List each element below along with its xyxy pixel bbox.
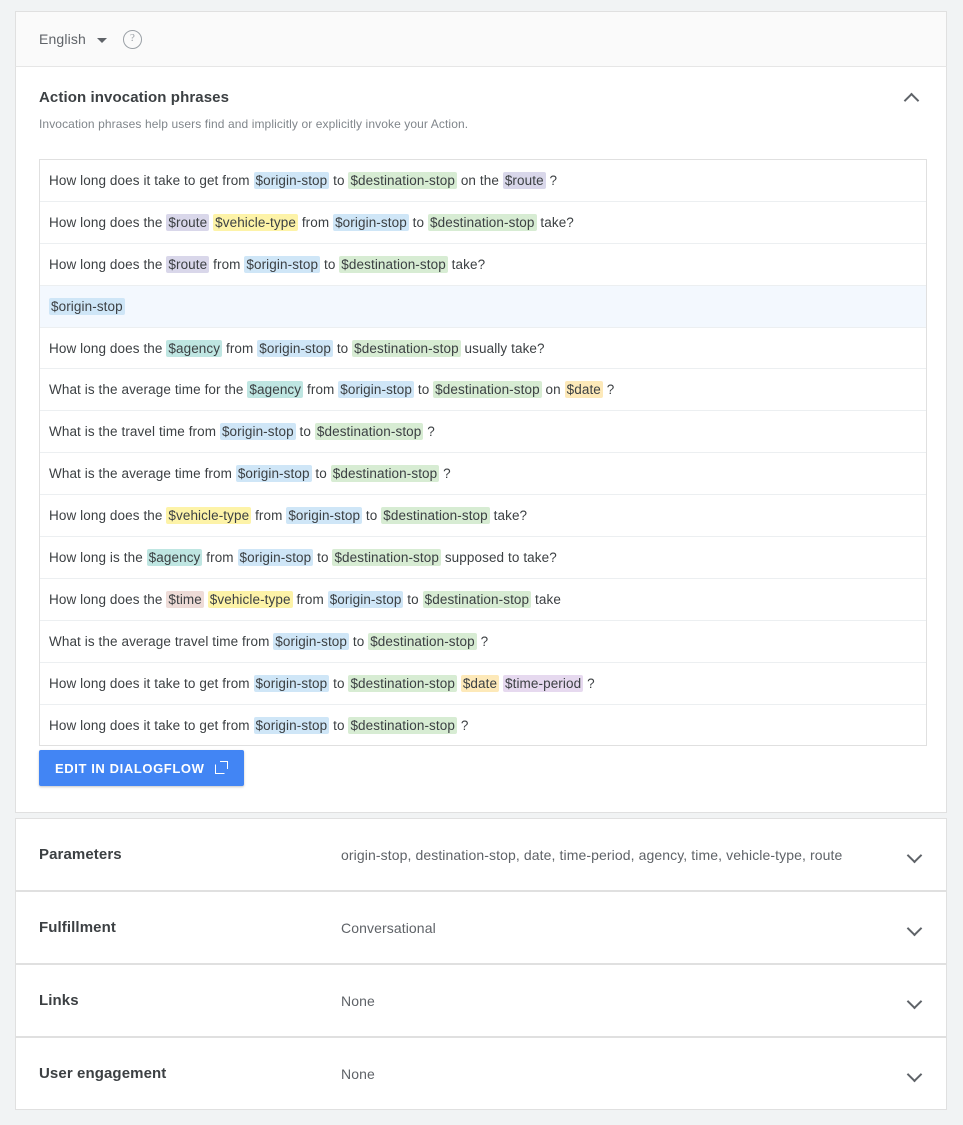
entity-chip: $vehicle-type xyxy=(209,591,291,607)
section-parameters-value: origin-stop, destination-stop, date, time-period, agency, time, vehicle-type, route xyxy=(341,846,843,863)
entity-chip: $vehicle-type xyxy=(215,214,296,230)
language-selector-label[interactable]: English xyxy=(39,31,86,47)
phrase-text: How long does the xyxy=(49,214,167,230)
action-invocation-card xyxy=(15,67,947,813)
phrase-text: How long is the xyxy=(49,549,147,565)
entity-chip: $origin-stop xyxy=(255,717,328,733)
language-bar xyxy=(15,11,947,67)
invocation-header xyxy=(16,67,946,106)
entity-chip: $origin-stop xyxy=(335,214,407,230)
section-user-engagement-title: User engagement xyxy=(39,1065,167,1082)
invocation-subtitle: Invocation phrases help users find and implicitly or explicitly invoke your Action. xyxy=(39,117,469,131)
invocation-phrase-row[interactable] xyxy=(40,705,926,746)
phrase-text: to xyxy=(329,172,349,188)
entity-chip: $agency xyxy=(249,382,302,398)
entity-chip: $destination-stop xyxy=(341,256,446,272)
phrase-text: ? xyxy=(545,172,558,188)
phrase-text: to xyxy=(311,466,331,482)
phrase-text: take? xyxy=(447,256,486,272)
chevron-down-icon[interactable] xyxy=(907,847,923,863)
help-icon[interactable]: ? xyxy=(123,30,142,49)
phrase-text: ? xyxy=(476,633,489,649)
entity-chip: $origin-stop xyxy=(239,549,312,565)
entity-chip: $destination-stop xyxy=(350,717,455,733)
invocation-phrase-row[interactable] xyxy=(40,244,926,286)
invocation-phrase-table xyxy=(39,159,927,746)
entity-chip: $origin-stop xyxy=(255,675,328,691)
entity-chip: $route xyxy=(168,256,208,272)
entity-chip: $destination-stop xyxy=(332,466,438,482)
entity-chip: $agency xyxy=(168,340,221,356)
invocation-phrase-row[interactable] xyxy=(40,495,926,537)
phrase-text: ? xyxy=(602,382,615,398)
chevron-down-icon[interactable] xyxy=(907,920,923,936)
section-links-value: None xyxy=(341,992,375,1009)
phrase-text: ? xyxy=(583,675,595,691)
entity-chip: $destination-stop xyxy=(383,508,488,524)
entity-chip: $destination-stop xyxy=(370,633,475,649)
entity-chip: $time xyxy=(168,591,202,607)
section-user-engagement-value: None xyxy=(341,1065,375,1082)
phrase-text: from xyxy=(222,340,258,356)
external-link-icon xyxy=(215,761,228,774)
phrase-text: from xyxy=(297,214,334,230)
entity-chip: $origin-stop xyxy=(259,340,331,356)
edit-in-dialogflow-label: EDIT IN DIALOGFLOW xyxy=(55,760,205,776)
entity-chip: $origin-stop xyxy=(329,591,402,607)
entity-chip: $destination-stop xyxy=(424,591,530,607)
section-links-title: Links xyxy=(39,992,79,1009)
entity-chip: $origin-stop xyxy=(288,508,361,524)
invocation-phrase-row[interactable] xyxy=(40,621,926,663)
entity-chip: $date xyxy=(566,382,601,398)
section-fulfillment-value: Conversational xyxy=(341,919,436,936)
invocation-phrase-row[interactable] xyxy=(40,537,926,579)
phrase-text: to xyxy=(295,424,315,440)
invocation-phrase-row[interactable] xyxy=(40,202,926,244)
section-parameters[interactable] xyxy=(15,818,947,891)
entity-chip: $origin-stop xyxy=(246,256,319,272)
phrase-text: usually take? xyxy=(460,340,545,356)
entity-chip: $destination-stop xyxy=(334,549,439,565)
entity-chip: $origin-stop xyxy=(51,298,123,314)
phrase-text: What is the travel time from xyxy=(49,424,220,440)
section-fulfillment[interactable] xyxy=(15,891,947,964)
entity-chip: $destination-stop xyxy=(316,424,422,440)
phrase-text: to xyxy=(313,549,333,565)
phrase-text: How long does the xyxy=(49,340,167,356)
phrase-text: to xyxy=(329,717,349,733)
invocation-phrase-row[interactable] xyxy=(40,328,926,370)
phrase-text: to xyxy=(362,508,382,524)
phrase-text: What is the average time for the xyxy=(49,382,248,398)
phrase-text: from xyxy=(251,508,287,524)
page-title: Action invocation phrases xyxy=(39,89,230,106)
phrase-text: to xyxy=(332,340,353,356)
entity-chip: $destination-stop xyxy=(350,675,455,691)
phrase-text: from xyxy=(303,382,339,398)
phrase-text: ? xyxy=(423,424,435,440)
phrase-text: to xyxy=(403,591,423,607)
phrase-text: to xyxy=(320,256,340,272)
phrase-text: from xyxy=(209,256,245,272)
entity-chip: $time-period xyxy=(504,675,582,691)
entity-chip: $destination-stop xyxy=(430,214,535,230)
phrase-text: How long does the xyxy=(49,256,167,272)
phrase-text: How long does it take to get from xyxy=(49,172,254,188)
entity-chip: $origin-stop xyxy=(237,466,310,482)
phrase-text: to xyxy=(329,675,349,691)
phrase-text: How long does the xyxy=(49,508,167,524)
invocation-phrase-row[interactable] xyxy=(40,369,926,411)
phrase-text: What is the average time from xyxy=(49,466,236,482)
entity-chip: $origin-stop xyxy=(340,382,412,398)
invocation-phrase-row[interactable] xyxy=(40,286,926,328)
phrase-text: take? xyxy=(489,508,528,524)
chevron-down-icon[interactable] xyxy=(907,1066,923,1082)
entity-chip: $vehicle-type xyxy=(168,508,250,524)
entity-chip: $destination-stop xyxy=(350,172,455,188)
section-links[interactable] xyxy=(15,964,947,1037)
entity-chip: $route xyxy=(168,214,208,230)
chevron-up-icon[interactable] xyxy=(905,91,919,105)
phrase-text: What is the average travel time from xyxy=(49,633,274,649)
phrase-text: take xyxy=(531,591,561,607)
phrase-text: on xyxy=(541,382,565,398)
entity-chip: $date xyxy=(462,675,498,691)
invocation-phrase-row[interactable] xyxy=(40,663,926,705)
phrase-text: supposed to take? xyxy=(440,549,557,565)
invocation-phrase-row[interactable] xyxy=(40,579,926,621)
chevron-down-icon[interactable] xyxy=(97,38,107,43)
phrase-text: take? xyxy=(536,214,574,230)
phrase-text: How long does it take to get from xyxy=(49,717,254,733)
phrase-text: ? xyxy=(456,717,469,733)
phrase-text: to xyxy=(408,214,428,230)
entity-chip: $destination-stop xyxy=(354,340,459,356)
entity-chip: $origin-stop xyxy=(221,424,294,440)
invocation-phrase-row[interactable] xyxy=(40,160,926,202)
section-parameters-title: Parameters xyxy=(39,846,122,863)
phrase-text: ? xyxy=(439,466,451,482)
phrase-text: from xyxy=(202,549,238,565)
entity-chip: $agency xyxy=(148,549,201,565)
invocation-phrase-row[interactable] xyxy=(40,411,926,453)
section-user-engagement[interactable] xyxy=(15,1037,947,1110)
phrase-text: from xyxy=(292,591,328,607)
entity-chip: $origin-stop xyxy=(275,633,348,649)
phrase-text: How long does it take to get from xyxy=(49,675,254,691)
phrase-text: to xyxy=(414,382,434,398)
chevron-down-icon[interactable] xyxy=(907,993,923,1009)
entity-chip: $destination-stop xyxy=(435,382,540,398)
entity-chip: $origin-stop xyxy=(255,172,328,188)
section-fulfillment-title: Fulfillment xyxy=(39,919,116,936)
invocation-phrase-row[interactable] xyxy=(40,453,926,495)
edit-in-dialogflow-button[interactable] xyxy=(39,750,244,786)
phrase-text: to xyxy=(349,633,369,649)
phrase-text: How long does the xyxy=(49,591,167,607)
entity-chip: $route xyxy=(504,172,544,188)
phrase-text: on the xyxy=(456,172,503,188)
